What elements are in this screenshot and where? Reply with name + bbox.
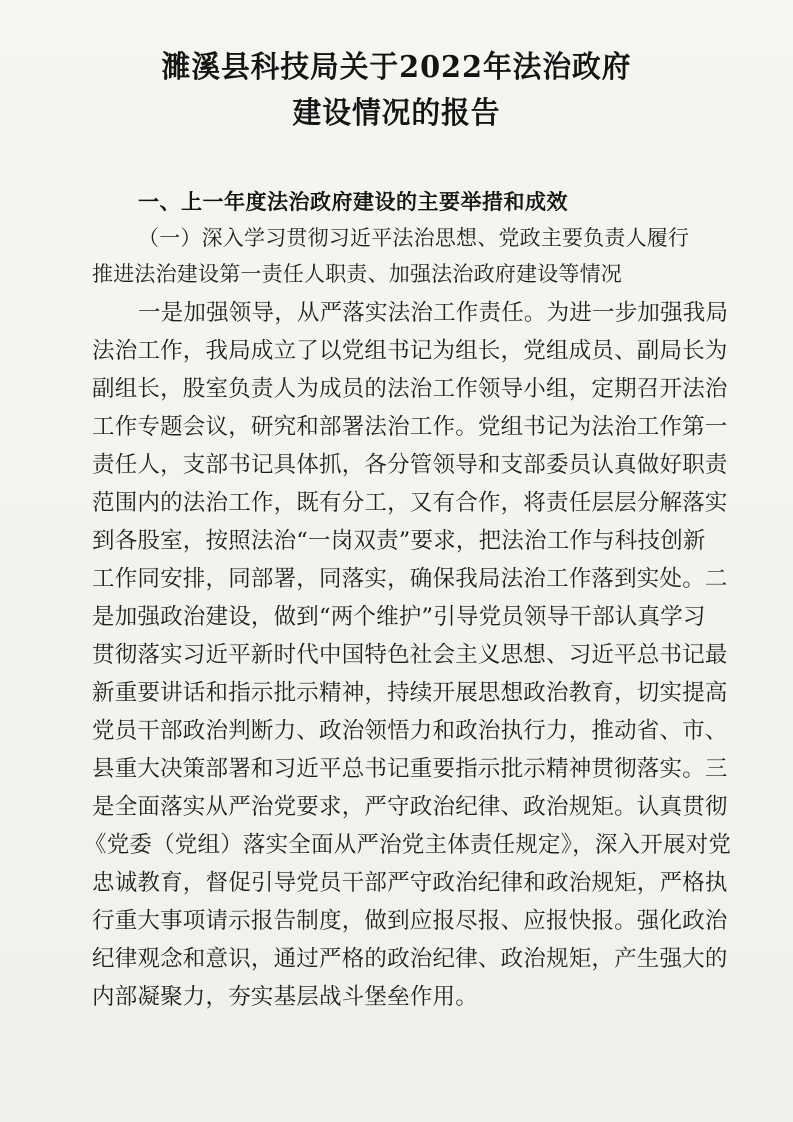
document-title-line-2: 建设情况的报告 xyxy=(292,96,501,131)
body-paragraph-line: 县重大决策部署和习近平总书记重要指示批示精神贯彻落实。三 xyxy=(92,756,728,782)
body-paragraph-line: 到各股室，按照法治“一岗双责”要求，把法治工作与科技创新 xyxy=(92,528,706,554)
body-paragraph-line: 党员干部政治判断力、政治领悟力和政治执行力，推动省、市、 xyxy=(92,718,728,744)
body-paragraph-line: 责任人，支部书记具体抓，各分管领导和支部委员认真做好职责 xyxy=(92,452,728,478)
body-paragraph-line: 工作同安排，同部署，同落实，确保我局法治工作落到实处。二 xyxy=(92,566,728,592)
section-heading: 一、上一年度法治政府建设的主要举措和成效 xyxy=(138,190,568,214)
subsection-heading-line-1: （一）深入学习贯彻习近平法治思想、党政主要负责人履行 xyxy=(138,226,690,250)
body-paragraph-line: 是全面落实从严治党要求，严守政治纪律、政治规矩。认真贯彻 xyxy=(92,794,728,820)
body-paragraph-line: 法治工作，我局成立了以党组书记为组长，党组成员、副局长为 xyxy=(92,338,728,364)
body-paragraph-line: 范围内的法治工作，既有分工，又有合作，将责任层层分解落实 xyxy=(92,490,728,516)
body-paragraph-line: 行重大事项请示报告制度，做到应报尽报、应报快报。强化政治 xyxy=(92,908,728,934)
body-paragraph-line: 是加强政治建设，做到“两个维护”引导党员领导干部认真学习 xyxy=(92,604,706,630)
body-paragraph-line: 工作专题会议，研究和部署法治工作。党组书记为法治工作第一 xyxy=(92,414,728,440)
body-paragraph-line: 《党委（党组）落实全面从严治党主体责任规定》，深入开展对党 xyxy=(84,832,732,858)
body-paragraph-line: 纪律观念和意识，通过严格的政治纪律、政治规矩，产生强大的 xyxy=(92,946,728,972)
subsection-heading-line-2: 推进法治建设第一责任人职责、加强法治政府建设等情况 xyxy=(92,262,622,286)
body-paragraph-line: 忠诚教育，督促引导党员干部严守政治纪律和政治规矩，严格执 xyxy=(92,870,728,896)
body-paragraph-line: 一是加强领导，从严落实法治工作责任。为进一步加强我局 xyxy=(138,300,729,326)
body-paragraph-line: 副组长，股室负责人为成员的法治工作领导小组，定期召开法治 xyxy=(92,376,728,402)
body-paragraph-line: 贯彻落实习近平新时代中国特色社会主义思想、习近平总书记最 xyxy=(92,642,728,668)
document-title-line-1: 濉溪县科技局关于2022年法治政府 xyxy=(161,50,632,85)
body-paragraph-line: 新重要讲话和指示批示精神，持续开展思想政治教育，切实提高 xyxy=(92,680,728,706)
body-paragraph-line: 内部凝聚力，夯实基层战斗堡垒作用。 xyxy=(92,984,478,1010)
